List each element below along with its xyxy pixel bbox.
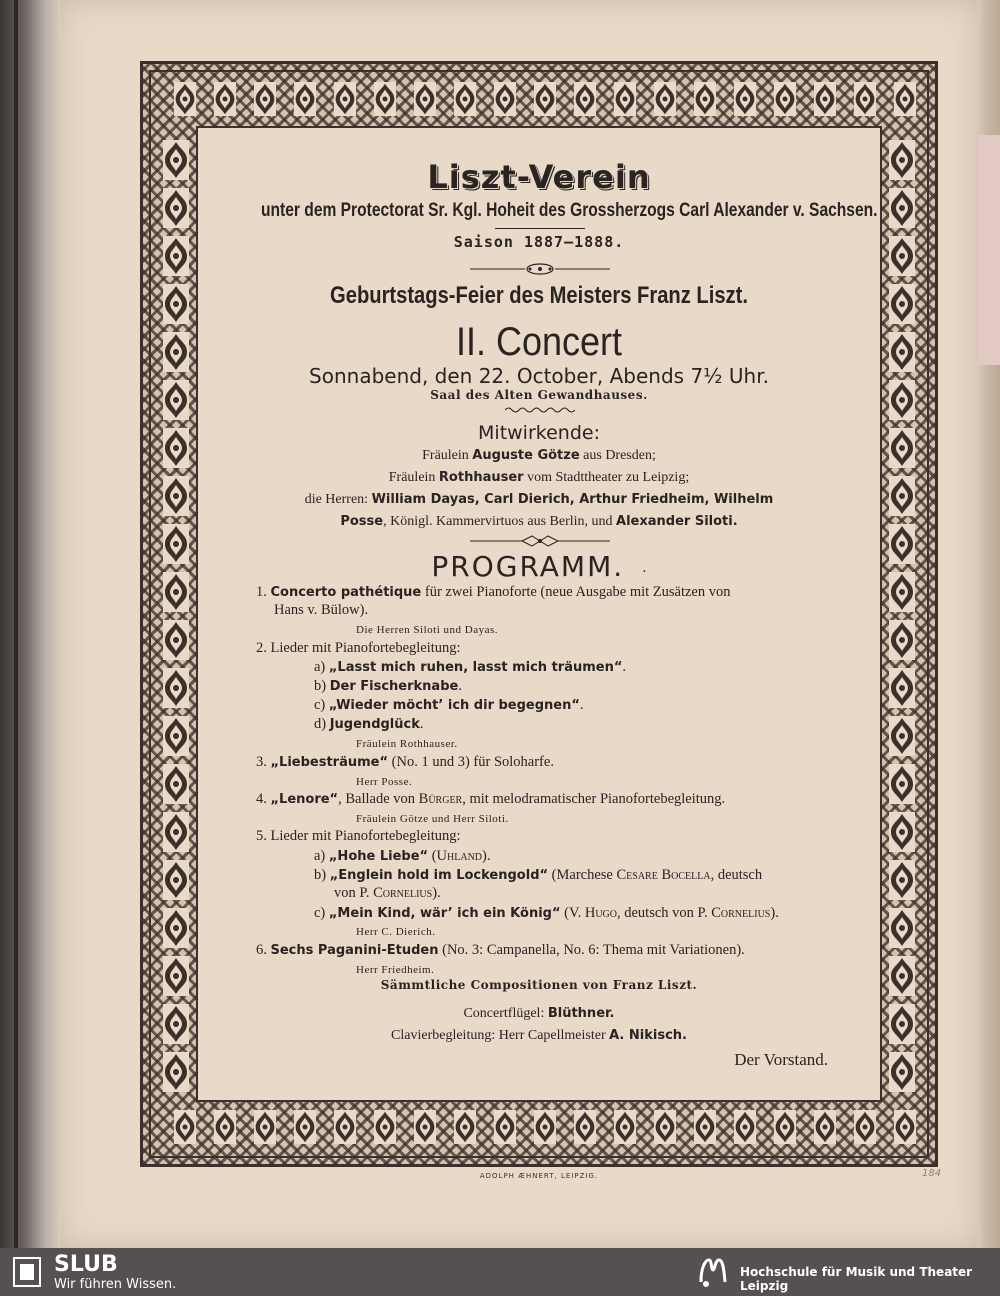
accompaniment-credit: Clavierbegleitung: Herr Capellmeister A. Nikisch. [391,1028,687,1043]
fleur-ornament-icon [163,1004,189,1044]
concert-title: II. Concert [455,320,623,364]
library-name[interactable]: SLUB [54,1252,118,1277]
fleur-ornament-icon [889,284,915,324]
fleur-ornament-icon [650,1110,680,1144]
concert-date: Sonnabend, den 22. October, Abends 7½ Uhr. [309,364,769,388]
fleur-ornament-icon [889,332,915,372]
fleur-ornament-icon [163,572,189,612]
fleur-ornament-icon [770,82,800,116]
fleur-ornament-icon [889,716,915,756]
fleur-ornament-icon [890,82,920,116]
fleur-ornament-icon [370,82,400,116]
fleur-ornament-icon [889,812,915,852]
fleur-ornament-icon [889,908,915,948]
fleur-ornament-icon [650,82,680,116]
piano-credit: Concertflügel: Blüthner. [463,1006,615,1021]
fleur-ornament-icon [163,620,189,660]
spine-edge [14,0,18,1248]
programme-item-5: 5. Lieder mit Pianofortebegleitung: [256,828,461,844]
programme-item-1-cont: Hans v. Bülow). [274,602,369,618]
fleur-ornament-icon [163,716,189,756]
fleur-ornament-icon [889,428,915,468]
fleur-ornament-icon [730,1110,760,1144]
fleur-ornament-icon [530,82,560,116]
hmt-logo-icon[interactable] [695,1254,731,1290]
fleur-ornament-icon [163,812,189,852]
fleur-ornament-icon [210,82,240,116]
fleur-ornament-icon [163,764,189,804]
fleur-ornament-icon [690,1110,720,1144]
programme-item-2: 2. Lieder mit Pianofortebegleitung: [256,640,461,656]
fleur-ornament-icon [290,1110,320,1144]
fleur-ornament-icon [163,860,189,900]
occasion-line: Geburtstags-Feier des Meisters Franz Liszt. [330,282,748,309]
fleur-ornament-icon [210,1110,240,1144]
fleur-ornament-icon [170,82,200,116]
fleur-ornament-icon [370,1110,400,1144]
fleur-ornament-icon [410,82,440,116]
ornament-divider [470,262,610,276]
fleur-ornament-icon [490,82,520,116]
fleur-ornament-icon [530,1110,560,1144]
fleur-ornament-icon [889,620,915,660]
stray-dot: . [642,560,647,576]
fleur-ornament-icon [163,188,189,228]
fleur-ornament-icon [730,82,760,116]
performers-heading: Mitwirkende: [478,422,600,444]
book-spine-left [0,0,60,1248]
fleur-ornament-icon [610,1110,640,1144]
programme-subitem: a) „Hohe Liebe“ (Uhland). [314,848,491,864]
fleur-ornament-icon [163,380,189,420]
fleur-ornament-icon [330,82,360,116]
fleur-ornament-icon [889,524,915,564]
fleur-ornament-icon [163,668,189,708]
printer-imprint: ADOLPH ÆHNERT, LEIPZIG. [479,1172,599,1180]
fleur-ornament-icon [163,524,189,564]
divider-rule [495,228,585,229]
fleur-ornament-icon [850,1110,880,1144]
fleur-ornament-icon [890,1110,920,1144]
fleur-ornament-icon [889,476,915,516]
programme-item-6: 6. Sechs Paganini-Etuden (No. 3: Campanella, No. 6: Thema mit Variationen). [256,942,745,958]
fleur-ornament-icon [410,1110,440,1144]
fleur-ornament-icon [570,82,600,116]
protectorate-line: unter dem Protectorat Sr. Kgl. Hoheit des Grossherzogs Carl Alexander v. Sachsen. [261,200,878,221]
fleur-ornament-icon [810,1110,840,1144]
fleur-ornament-icon [810,82,840,116]
programme-subitem: b) Der Fischerknabe. [314,678,462,694]
programme-heading: PROGRAMM. . [431,550,647,583]
fleur-ornament-icon [163,908,189,948]
fleur-ornament-icon [163,236,189,276]
fleur-ornament-icon [610,82,640,116]
fleur-ornament-icon [163,332,189,372]
book-edge-right [978,0,1000,1248]
fleur-ornament-icon [290,82,320,116]
performer-line-3: die Herren: William Dayas, Carl Dierich, Arthur Friedheim, Wilhelm [304,492,774,507]
fleur-ornament-icon [163,140,189,180]
fleur-ornament-icon [163,284,189,324]
programme-item-3: 3. „Liebesträume“ (No. 1 und 3) für Soloharfe. [256,754,554,770]
slub-logo-icon[interactable] [12,1256,42,1288]
signature-line: Der Vorstand. [734,1050,828,1069]
item-performer: Herr Friedheim. [356,964,435,976]
fleur-ornament-icon [889,764,915,804]
programme-subitem: c) „Mein Kind, wär’ ich ein König“ (V. Hugo, deutsch von P. Cornelius). [314,905,779,921]
fleur-ornament-icon [450,82,480,116]
performer-line-1: Fräulein Auguste Götze aus Dresden; [422,448,656,463]
library-tagline: Wir führen Wissen. [54,1277,177,1292]
fleur-ornament-icon [250,1110,280,1144]
programme-item-1: 1. Concerto pathétique für zwei Pianoforte (neue Ausgabe mit Zusätzen von [256,584,731,600]
programme-subitem: b) „Englein hold im Lockengold“ (Marchese Cesare Bocella, deutsch [314,867,763,883]
fleur-ornament-icon [889,236,915,276]
fleur-ornament-icon [889,1052,915,1092]
item-performer: Fräulein Rothhauser. [356,738,458,750]
society-title: Liszt-Verein [427,158,651,196]
performer-line-4: Posse, Königl. Kammervirtuos aus Berlin, und Alexander Siloti. [340,514,738,529]
partner-institution[interactable]: Hochschule für Musik und Theater Leipzig [740,1265,973,1293]
item-performer: Herr C. Dierich. [356,926,436,938]
fleur-ornament-icon [850,82,880,116]
programme-subitem: c) „Wieder möcht’ ich dir begegnen“. [314,697,584,713]
ornament-divider [470,534,610,548]
programme-subitem-cont: von P. Cornelius). [334,885,441,901]
fleur-ornament-icon [163,1052,189,1092]
fleur-ornament-icon [889,1004,915,1044]
programme-subitem: d) Jugendglück. [314,716,424,732]
concert-venue: Saal des Alten Gewandhauses. [430,388,648,402]
pencil-annotation: 184 [922,1168,942,1179]
item-performer: Die Herren Siloti und Dayas. [356,624,498,636]
fleur-ornament-icon [770,1110,800,1144]
programme-subitem: a) „Lasst mich ruhen, lasst mich träumen“. [314,659,627,675]
performer-line-2: Fräulein Rothhauser vom Stadttheater zu Leipzig; [388,470,690,485]
fleur-ornament-icon [490,1110,520,1144]
fleur-ornament-icon [250,82,280,116]
season-line: Saison 1887–1888. [453,233,625,251]
fleur-ornament-icon [163,476,189,516]
page-tab [978,135,1000,365]
item-performer: Fräulein Götze und Herr Siloti. [356,813,509,825]
programme-item-4: 4. „Lenore“, Ballade von Bürger, mit melodramatischer Pianofortebegleitung. [256,791,726,807]
fleur-ornament-icon [570,1110,600,1144]
library-footer-bar [0,1248,1000,1296]
fleur-ornament-icon [889,860,915,900]
fleur-ornament-icon [889,572,915,612]
fleur-ornament-icon [330,1110,360,1144]
fleur-ornament-icon [889,380,915,420]
fleur-ornament-icon [889,188,915,228]
fleur-ornament-icon [889,668,915,708]
fleur-ornament-icon [163,428,189,468]
wave-divider [505,406,575,414]
composer-note: Sämmtliche Compositionen von Franz Liszt. [380,978,698,992]
fleur-ornament-icon [889,140,915,180]
fleur-ornament-icon [889,956,915,996]
fleur-ornament-icon [170,1110,200,1144]
fleur-ornament-icon [450,1110,480,1144]
fleur-ornament-icon [690,82,720,116]
fleur-ornament-icon [163,956,189,996]
item-performer: Herr Posse. [356,776,413,788]
